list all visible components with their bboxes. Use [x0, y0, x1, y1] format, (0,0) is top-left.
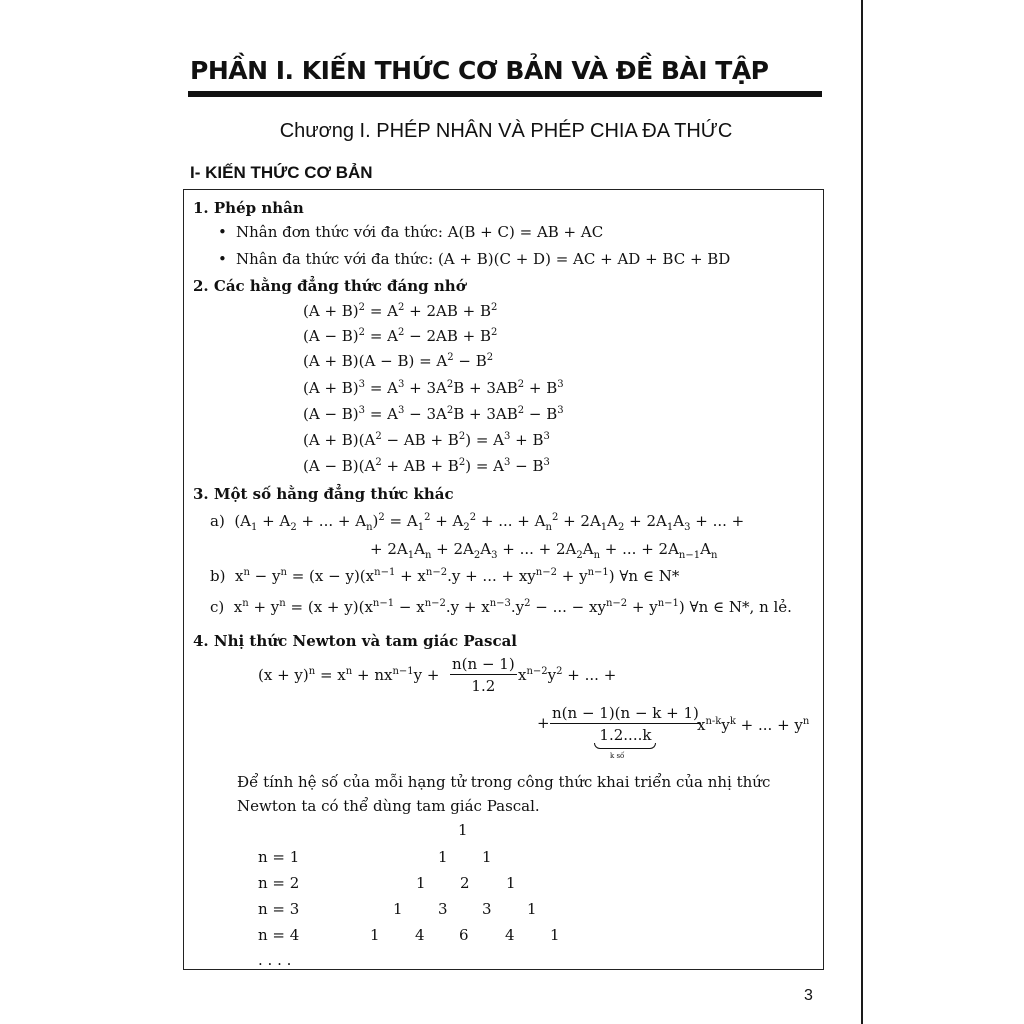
underbrace [594, 743, 656, 749]
newton-formula-mid: $x^{n-2}y^2$ + ... + [518, 666, 617, 684]
section-3-heading: 3. Một số hằng đẳng thức khác [193, 485, 454, 503]
pascal-row-label: n = 2 [258, 874, 300, 892]
identity-formula: $(A + B)^2 = A^2 + 2AB + B^2$ [303, 302, 498, 320]
identity-formula: $(A + B)^3 = A^3 + 3A^2B + 3AB^2 + B^3$ [303, 379, 564, 397]
formula-c: c) $x^n + y^n = (x + y)(x^{n-1} - x^{n-2}.y + x^{n-3}.y^2$ − ... − $xy^{n-2} + y^{n-1}$) ∀n ∈ N*, n lẻ. [210, 598, 792, 616]
identity-formula: $(A + B)(A^2$ − AB + $B^2) = A^3 + B^3$ [303, 431, 550, 449]
formula-b: b) $x^n - y^n = (x - y)(x^{n-1} + x^{n-2}.y$ + ... + $xy^{n-2} + y^{n-1}$) ∀n ∈ N* [210, 567, 680, 585]
page-edge-line [861, 0, 863, 1024]
section-heading: I- KIẾN THỨC CƠ BẢN [190, 163, 373, 182]
pascal-row-label: n = 1 [258, 848, 300, 866]
pascal-paragraph-line: Newton ta có thể dùng tam giác Pascal. [237, 797, 540, 815]
bullet-item: Nhân đơn thức với đa thức: A(B + C) = AB + AC [236, 223, 604, 241]
pascal-number: 3 [482, 900, 492, 918]
pascal-number: 1 [416, 874, 426, 892]
pascal-number: 4 [415, 926, 425, 944]
part-title: PHẦN I. KIẾN THỨC CƠ BẢN VÀ ĐỀ BÀI TẬP [190, 56, 769, 85]
newton-formula-start: $(x + y)^n = x^n + nx^{n-1}y$ + [258, 666, 440, 684]
formula-a: a) ($A_1 + A_2$ + ... + $A_n)^2 = A_1^2 + A_2^2$ + ... + $A_n^2 + 2A_1A_2 + 2A_1A_3$ + ... + [210, 512, 745, 533]
fraction-numerator: n(n − 1) [452, 655, 515, 673]
newton-formula-end: $x^{n-k}y^k$ + ... + $y^n$ [697, 716, 810, 734]
pascal-number: 1 [370, 926, 380, 944]
pascal-number: 4 [505, 926, 515, 944]
bullet-item: Nhân đa thức với đa thức: (A + B)(C + D) = AC + AD + BC + BD [236, 250, 731, 268]
section-4-heading: 4. Nhị thức Newton và tam giác Pascal [193, 632, 517, 650]
plus-sign: + [537, 714, 550, 732]
identity-formula: $(A + B)(A - B) = A^2 - B^2$ [303, 352, 494, 370]
pascal-row-label: n = 3 [258, 900, 300, 918]
pascal-row-label: n = 4 [258, 926, 300, 944]
newton-fraction-1 [450, 655, 517, 695]
natural-set-label: N* [658, 567, 680, 585]
pascal-number: 1 [550, 926, 560, 944]
chapter-title: Chương I. PHÉP NHÂN VÀ PHÉP CHIA ĐA THỨC [279, 120, 733, 142]
newton-fraction-2 [550, 704, 701, 744]
underbrace-label: k số [610, 752, 625, 760]
fraction-numerator: n(n − 1)(n − k + 1) [552, 704, 699, 722]
bullet-icon: • [218, 250, 227, 268]
pascal-number: 1 [506, 874, 516, 892]
pascal-number: 1 [393, 900, 403, 918]
bullet-icon: • [218, 223, 227, 241]
pascal-number: 6 [459, 926, 469, 944]
pascal-ellipsis: . . . . [258, 951, 292, 969]
pascal-paragraph-line: Để tính hệ số của mỗi hạng tử trong công thức khai triển của nhị thức [237, 773, 771, 791]
pascal-number: 2 [460, 874, 470, 892]
identity-formula: $(A - B)^2 = A^2 - 2AB + B^2$ [303, 327, 498, 345]
pascal-number: 1 [438, 848, 448, 866]
identity-formula: $(A - B)^3 = A^3 - 3A^2B + 3AB^2 - B^3$ [303, 405, 564, 423]
pascal-number: 1 [527, 900, 537, 918]
formula-a-continued: + $2A_1A_n + 2A_2A_3$ + ... + $2A_2A_n$ + ... + $2A_{n-1}A_n$ [370, 540, 718, 561]
identity-formula: $(A - B)(A^2$ + AB + $B^2) = A^3 - B^3$ [303, 457, 550, 475]
fraction-denominator: 1.2....k [599, 726, 652, 744]
pascal-number: 1 [458, 821, 468, 839]
title-underline [188, 91, 822, 97]
fraction-denominator: 1.2 [471, 677, 496, 695]
pascal-number: 3 [438, 900, 448, 918]
odd-note: , n lẻ. [749, 598, 792, 616]
section-2-heading: 2. Các hằng đẳng thức đáng nhớ [193, 277, 466, 295]
pascal-number: 1 [482, 848, 492, 866]
section-1-heading: 1. Phép nhân [193, 199, 304, 217]
natural-set-label: N* [728, 598, 750, 616]
page-number: 3 [804, 987, 813, 1004]
